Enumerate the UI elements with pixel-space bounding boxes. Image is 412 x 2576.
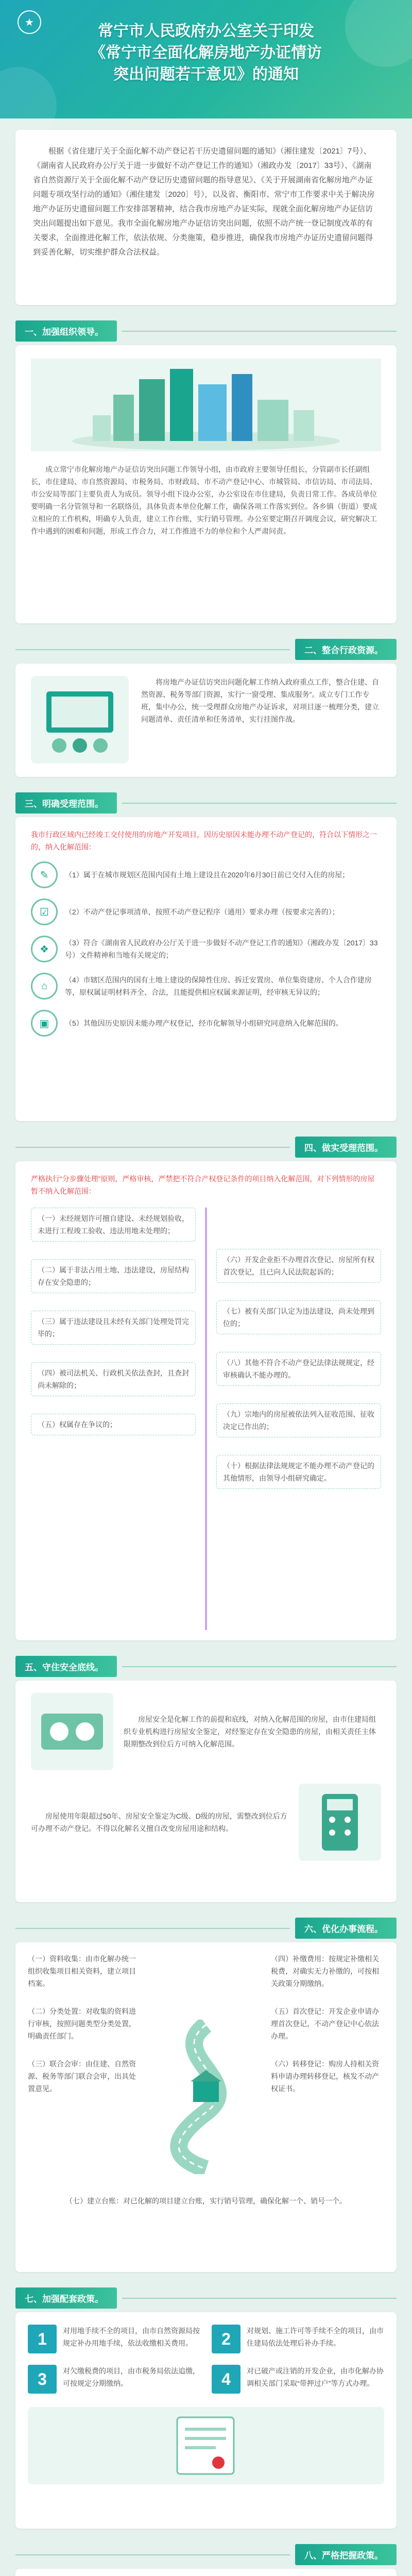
- section-1-body: 成立常宁市化解房地产办证信访突出问题工作领导小组，由市政府主要领导任组长，分管副市长任副组长，市住建局、市自然资源局、市税务局、市财政局、市不动产登记中心、市城管局、市信访局、市司法局、市公安局等部门主要负责人为成员。领导小组下设办公室，办公室设在市住建局，负责日常工作。各成员单位要明确一名分管领导和一名联络员，具体负责本单位化解工作，确保各项工作落实到位。各乡镇（街道）要成立相应的工作机构，明确专人负责，建立工作台账，实行销号管理。办公室要定期召开调度会议，研究解决工作中遇到的困难和问题，形成工作合力，对工作推进不力的单位和个人严肃问责。: [31, 465, 377, 535]
- section-5-body-1: 房屋安全是化解工作的前提和底线，对纳入化解范围的房屋，由市住建局组织专业机构进行房屋安全鉴定，对经鉴定存在安全隐患的房屋，由相关责任主体限期整改到位后方可纳入化解范围。: [124, 1715, 376, 1748]
- timeline-right: [216, 1249, 381, 1489]
- flow-step: （三）联合会审：由住建、自然资源、税务等部门联合会审，出具处置意见。: [28, 2060, 136, 2093]
- section-3-title: 三、明确受理范围。: [15, 792, 117, 814]
- policy-item: [212, 2325, 384, 2353]
- section-5-title: 五、守住安全底线。: [15, 1656, 117, 1677]
- list-item-text: （4）市辖区范围内的国有土地上建设的保障性住房、拆迁安置房、单位集资建房、个人合作建房等，原权属证明材料齐全、合法，且能提供相应权属来源证明，经审核无异议的；: [65, 976, 372, 996]
- flow-left: [28, 1953, 141, 2095]
- title-line: 突出问题若干意见》的通知: [113, 66, 299, 83]
- divider: [122, 803, 397, 804]
- timeline-item: （二）属于非法占用土地、违法建设，房屋结构存在安全隐患的；: [31, 1259, 196, 1293]
- list-item-text: （2）不动产登记事项清单，按照不动产登记程序（通用）要求办理（按要求完善的）；: [65, 908, 339, 916]
- stamp-icon: ❖: [31, 936, 58, 962]
- road-illustration: [144, 2020, 268, 2174]
- policy-text: 对欠缴税费的项目，由市税务局依法追缴，可按规定分期缴纳。: [63, 2367, 200, 2387]
- timeline-left: [31, 1208, 196, 1435]
- section-6-flow: [28, 1953, 384, 2262]
- flow-step: （六）转移登记：购房人持相关资料申请办理转移登记，核发不动产权证书。: [271, 2060, 379, 2093]
- divider: [15, 1928, 290, 1929]
- section-4-title: 四、做实受理范围。: [295, 1137, 397, 1158]
- flow-step: （四）补缴费用：按规定补缴相关税费，对确实无力补缴的，可按相关政策分期缴纳。: [271, 1955, 379, 1988]
- number-badge: 2: [212, 2325, 241, 2353]
- flow-step: （五）首次登记：开发企业申请办理首次登记，不动产登记中心依法办理。: [271, 2007, 379, 2040]
- policy-item: [212, 2365, 384, 2394]
- list-item-text: （3）符合《湖南省人民政府办公厅关于进一步做好不动产登记工作的通知》（湘政办发〔2017〕33号）文件精神和当地有关规定的；: [65, 939, 378, 959]
- list-item-text: （5）其他因历史原因未能办理产权登记，经市化解领导小组研究同意纳入化解范围的。: [65, 1019, 343, 1027]
- timeline-item: （六）开发企业拒不办理首次登记、房屋所有权首次登记，且已向人民法院起诉的；: [216, 1249, 381, 1283]
- title-line: 《常宁市全面化解房地产办证情访: [90, 44, 322, 61]
- title-line: 常宁市人民政府办公室关于印发: [98, 23, 314, 40]
- intro-card: [15, 130, 397, 305]
- timeline-item: （一）未经规划许可擅自建设、未经规划验收，未进行工程竣工验收、违法用地未处理的；: [31, 1208, 196, 1242]
- folder-icon: ▣: [31, 1010, 58, 1037]
- section-5-body-2: 房屋使用年限超过50年、房屋安全鉴定为C级、D级的房屋，需整改到位后方可办理不动产登记。不得以化解名义擅自改变房屋用途和结构。: [31, 1812, 287, 1833]
- emblem-icon: ★: [18, 10, 41, 34]
- timeline-axis: [205, 1208, 207, 1630]
- section-3-lead: 我市行政区域内已经竣工交付使用的房地产开发项目，因历史原因未能办理不动产登记的，符合以下情形之一的，纳入化解范围：: [31, 831, 377, 851]
- list-item: [31, 936, 381, 962]
- divider: [122, 331, 397, 332]
- section-5-card: [15, 1681, 397, 1902]
- section-5-row: [31, 1693, 381, 1770]
- list-item: [31, 899, 381, 925]
- document-illustration: [28, 2407, 384, 2484]
- section-1-card: [15, 345, 397, 623]
- section-5-header: [15, 1656, 397, 1677]
- city-buildings-illustration: [31, 359, 381, 451]
- divider: [15, 649, 290, 650]
- document-icon: ✎: [31, 861, 58, 888]
- section-4-header: [15, 1137, 397, 1158]
- section-8-card: [15, 2569, 397, 2576]
- policy-item: [28, 2325, 200, 2353]
- house-icon: ⌂: [31, 973, 58, 999]
- number-badge: 3: [28, 2365, 57, 2394]
- section-7-card: [15, 2312, 397, 2529]
- meeting-illustration: [31, 676, 129, 764]
- calculator-illustration: [299, 1784, 381, 1861]
- policy-text: 对规划、施工许可等手续不全的项目，由市住建局依法处理后补办手续。: [247, 2327, 384, 2347]
- section-3-card: [15, 817, 397, 1121]
- divider: [15, 1147, 290, 1148]
- list-item: [31, 973, 381, 999]
- number-badge: 1: [28, 2325, 57, 2353]
- list-item: [31, 1010, 381, 1037]
- timeline-item: （三）属于违法建设且未经有关部门处理处罚完毕的；: [31, 1311, 196, 1345]
- policy-item: [28, 2365, 200, 2394]
- section-7-header: [15, 2287, 397, 2309]
- divider: [122, 1666, 397, 1667]
- flow-right: [271, 1953, 384, 2095]
- section-6-header: [15, 1918, 397, 1939]
- section-7-title: 七、加强配套政策。: [15, 2287, 117, 2309]
- section-2-header: [15, 639, 397, 660]
- handshake-illustration: [31, 1693, 113, 1770]
- header-banner: [0, 0, 412, 118]
- section-6-card: [15, 1942, 397, 2272]
- flow-step: （一）资料收集：由市化解办统一组织收集项目相关资料，建立项目档案。: [28, 1955, 136, 1988]
- number-badge: 4: [212, 2365, 241, 2394]
- flow-step: （七）建立台账：对已化解的项目建立台账，实行销号管理，确保化解一个、销号一个。: [65, 2197, 347, 2205]
- timeline-item: （七）被有关部门认定为违法建设，尚未处理到位的；: [216, 1300, 381, 1334]
- section-2-title: 二、整合行政资源。: [295, 639, 397, 660]
- section-4-lead: 严格执行“分步骤处理”原则，严格审核，严禁把不符合产权登记条件的项目纳入化解范围，对下列情形的房屋暂不纳入化解范围：: [31, 1175, 375, 1195]
- section-2-body: 将房地产办证信访突出问题化解工作纳入政府重点工作，整合住建、自然资源、税务等部门资源，实行“一窗受理、集成服务”。成立专门工作专班，集中办公，统一受理群众房地产办证诉求，对项目逐一梳理分类，建立问题清单、责任清单和任务清单，实行挂图作战。: [141, 678, 379, 723]
- section-3-header: [15, 792, 397, 814]
- policy-text: 对已破产或注销的开发企业，由市化解办协调相关部门采取“带押过户”等方式办理。: [247, 2367, 384, 2387]
- section-1-title: 一、加强组织领导。: [15, 320, 117, 342]
- divider: [15, 2554, 290, 2555]
- flow-step: （二）分类处置：对收集的资料进行审核，按照问题类型分类处置，明确责任部门。: [28, 2007, 136, 2040]
- list-item-text: （1）属于在城市规划区范围内国有土地上建设且在2020年6月30日前已交付入住的房屋；: [65, 871, 350, 879]
- checklist-icon: ☑: [31, 899, 58, 925]
- timeline-item: （九）宗地内的房屋被依法列入征收范围、征收决定已作出的；: [216, 1403, 381, 1437]
- intro-text: 根据《省住建厅关于全面化解不动产登记若干历史遗留问题的通知》（湘住建发〔2021〕7号）、《湖南省人民政府办公厅关于进一步做好不动产登记工作的通知》（湘政办发〔2017〕33号）、《湖南省自然资源厅关于全面化解不动产登记历史遗留问题的指导意见》、《关于开展湖南省化解房地产办证问题专项攻坚行动的通知》（湘住建发〔2020〕号），以及省、衡阳市、常宁市工作要求中关于解决房地产办证历史遗留问题工作安排部署精神，结合我市房地产办证实际，现就全面化解房地产办证信访突出问题提出如下意见。我市全面化解房地产办证信访突出问题，依照不动产统一登记制度改革的有关要求，全面推进化解工作，依法依规、分类施策，稳步推进，确保我市房地产办证历史遗留问题得到妥善化解，切实维护群众合法权益。: [33, 147, 375, 257]
- section-8-header: [15, 2544, 397, 2565]
- section-1-header: [15, 320, 397, 342]
- list-item: [31, 861, 381, 888]
- section-6-title: 六、优化办事流程。: [295, 1918, 397, 1939]
- timeline-item: （五）权属存在争议的；: [31, 1414, 196, 1435]
- timeline-item: （四）被司法机关、行政机关依法查封，且查封尚未解除的；: [31, 1362, 196, 1396]
- section-2-card: [15, 664, 397, 777]
- divider: [122, 2298, 397, 2299]
- timeline-item: （十）根据法律法规规定不能办理不动产登记的其他情形，由领导小组研究确定。: [216, 1455, 381, 1489]
- timeline-item: （八）其他不符合不动产登记法律法规规定，经审核确认不能办理的。: [216, 1352, 381, 1386]
- section-4-timeline: [31, 1208, 381, 1630]
- policy-text: 对用地手续不全的项目，由市自然资源局按规定补办用地手续，依法收缴相关费用。: [63, 2327, 200, 2347]
- section-5-row: [31, 1784, 381, 1861]
- section-4-card: [15, 1161, 397, 1640]
- section-8-title: 八、严格把握政策。: [295, 2544, 397, 2565]
- section-7-grid: [28, 2325, 384, 2394]
